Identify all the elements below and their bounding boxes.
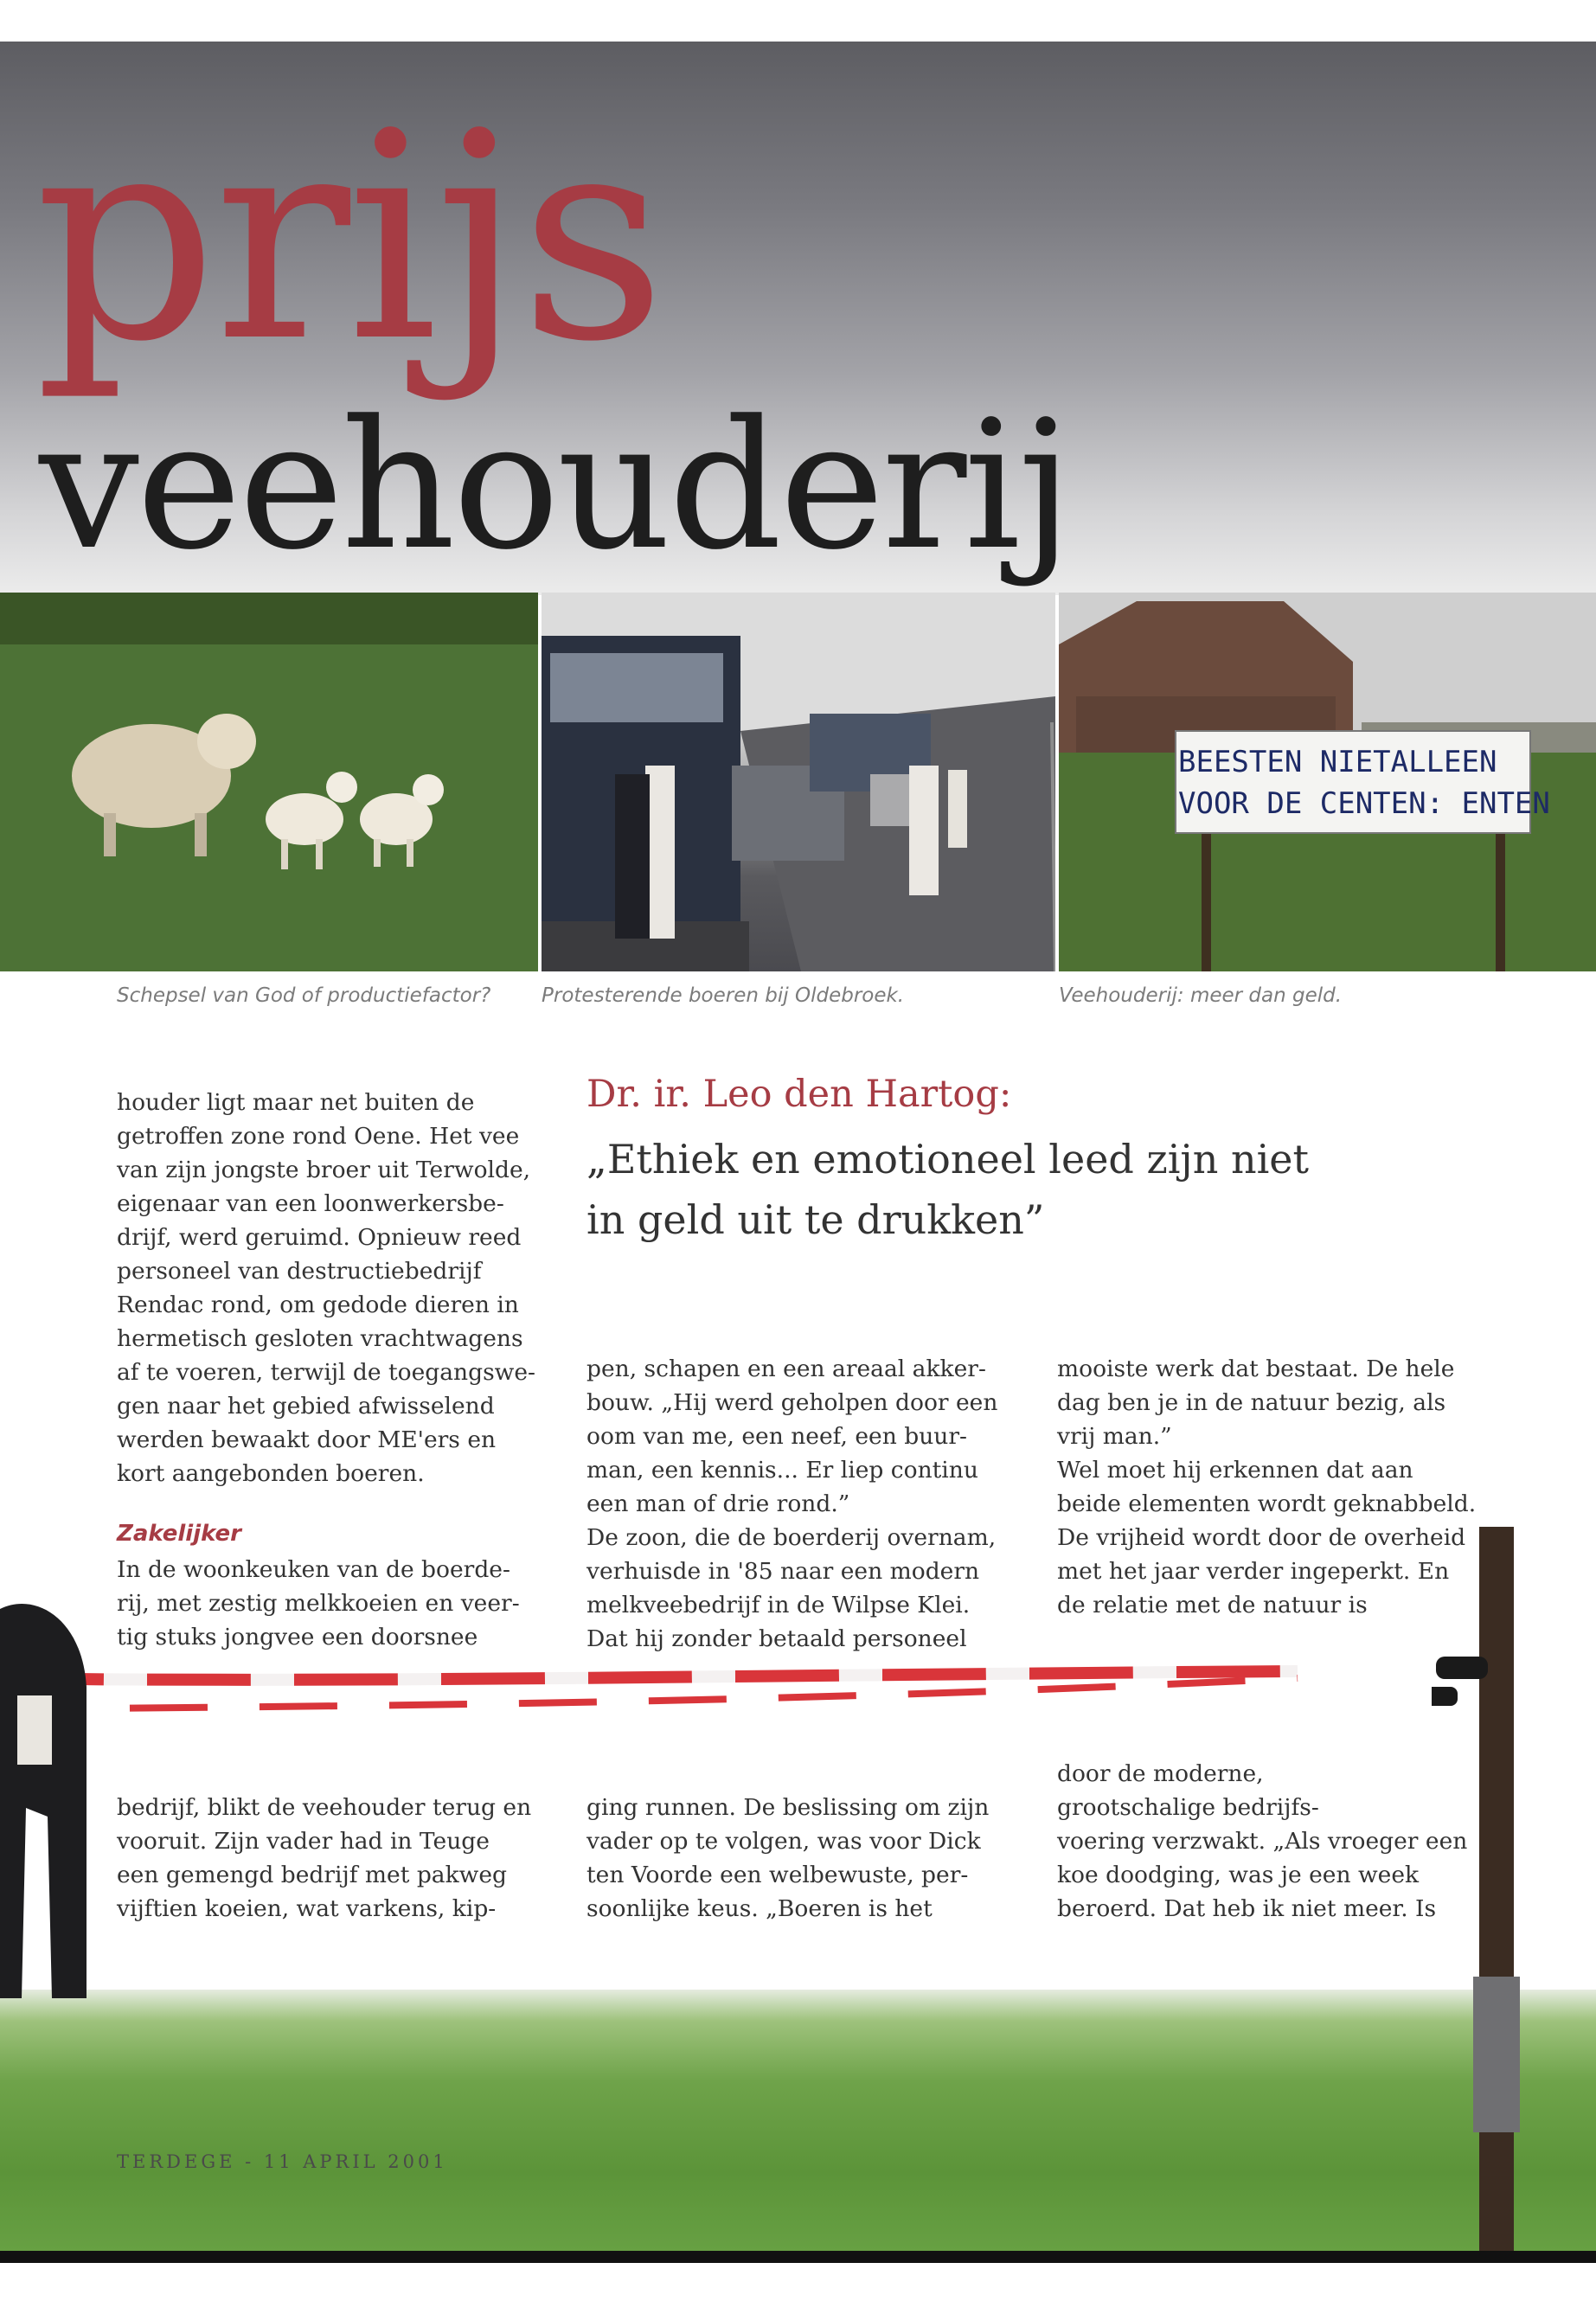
fence-post: [1432, 1527, 1535, 2253]
article-col1-mid: In de woonkeuken van de boerde- rij, met zestig melkkoeien en veer- tig stuks jongvee een doorsnee: [117, 1556, 520, 1650]
article-col3-bottom: door de moderne, grootschalige bedrijfs- voering verzwakt. „Als vroeger een koe doodging, was je een week beroerd. Dat heb ik niet meer. Is: [1057, 1760, 1468, 1922]
barrier-tape: [0, 1659, 1315, 1720]
protest-photo: [542, 593, 1055, 971]
sign-line-2: VOOR DE CENTEN: ENTEN: [1178, 786, 1550, 821]
sheep-photo: [0, 593, 538, 971]
quote-author: Dr. ir. Leo den Hartog:: [586, 1073, 1012, 1116]
cow-silhouette: [0, 1592, 95, 2007]
sign-line-1: BEESTEN NIETALLEEN: [1178, 745, 1497, 779]
grass-strip: [0, 1990, 1596, 2251]
page-subtitle: veehouderij: [39, 383, 1071, 589]
article-col3-mid: mooiste werk dat bestaat. De hele dag ben je in de natuur bezig, als vrij man.” Wel moet hij erkennen dat aan beide elementen wordt geknabbeld. De vrijheid wordt door de overheid met het jaar verder ingeperkt. En de relatie met de natuur is: [1057, 1356, 1477, 1618]
pull-quote: „Ethiek en emotioneel leed zijn niet in geld uit te drukken”: [586, 1136, 1309, 1243]
section-subheading: Zakelijker: [117, 1521, 241, 1547]
protest-sign-text: [1178, 741, 1550, 824]
article-col2-bottom: ging runnen. De beslissing om zijn vader op te volgen, was voor Dick ten Voorde een welbewuste, per- soonlijke keus. „Boeren is het: [586, 1794, 990, 1922]
caption-protest: Protesterende boeren bij Oldebroek.: [542, 984, 905, 1007]
article-col1-top: houder ligt maar net buiten de getroffen zone rond Oene. Het vee van zijn jongste broer uit Terwolde, eigenaar van een loonwerkersbe- drijf, werd geruimd. Opnieuw reed personeel van destructiebedrijf Rendac rond, om gedode dieren in hermetisch gesloten vrachtwagens af te voeren, terwijl de toegangswe- gen naar het gebied afwisselend werden bewaakt door ME'ers en kort aangebonden boeren.: [117, 1089, 536, 1487]
caption-sheep: Schepsel van God of productiefactor?: [117, 984, 491, 1007]
article-col1-bottom: bedrijf, blikt de veehouder terug en vooruit. Zijn vader had in Teuge een gemengd bedrijf met pakweg vijftien koeien, wat varkens, kip-: [117, 1794, 532, 1922]
protest-sign-photo: [1059, 593, 1596, 971]
caption-sign: Veehouderij: meer dan geld.: [1059, 984, 1343, 1007]
footer-publication: TERDEGE - 11 APRIL 2001: [117, 2151, 448, 2172]
article-col2-mid: pen, schapen en een areaal akker- bouw. „Hij werd geholpen door een oom van me, een neef, een buur- man, een kennis... Er liep continu een man of drie rond.” De zoon, die de boerderij overnam, verhuisde in '85 naar een modern melkveebedrijf in de Wilpse Klei. Dat hij zonder betaald personeel: [586, 1356, 998, 1652]
page-title: prijs: [35, 72, 663, 404]
bottom-border: [0, 2251, 1596, 2263]
